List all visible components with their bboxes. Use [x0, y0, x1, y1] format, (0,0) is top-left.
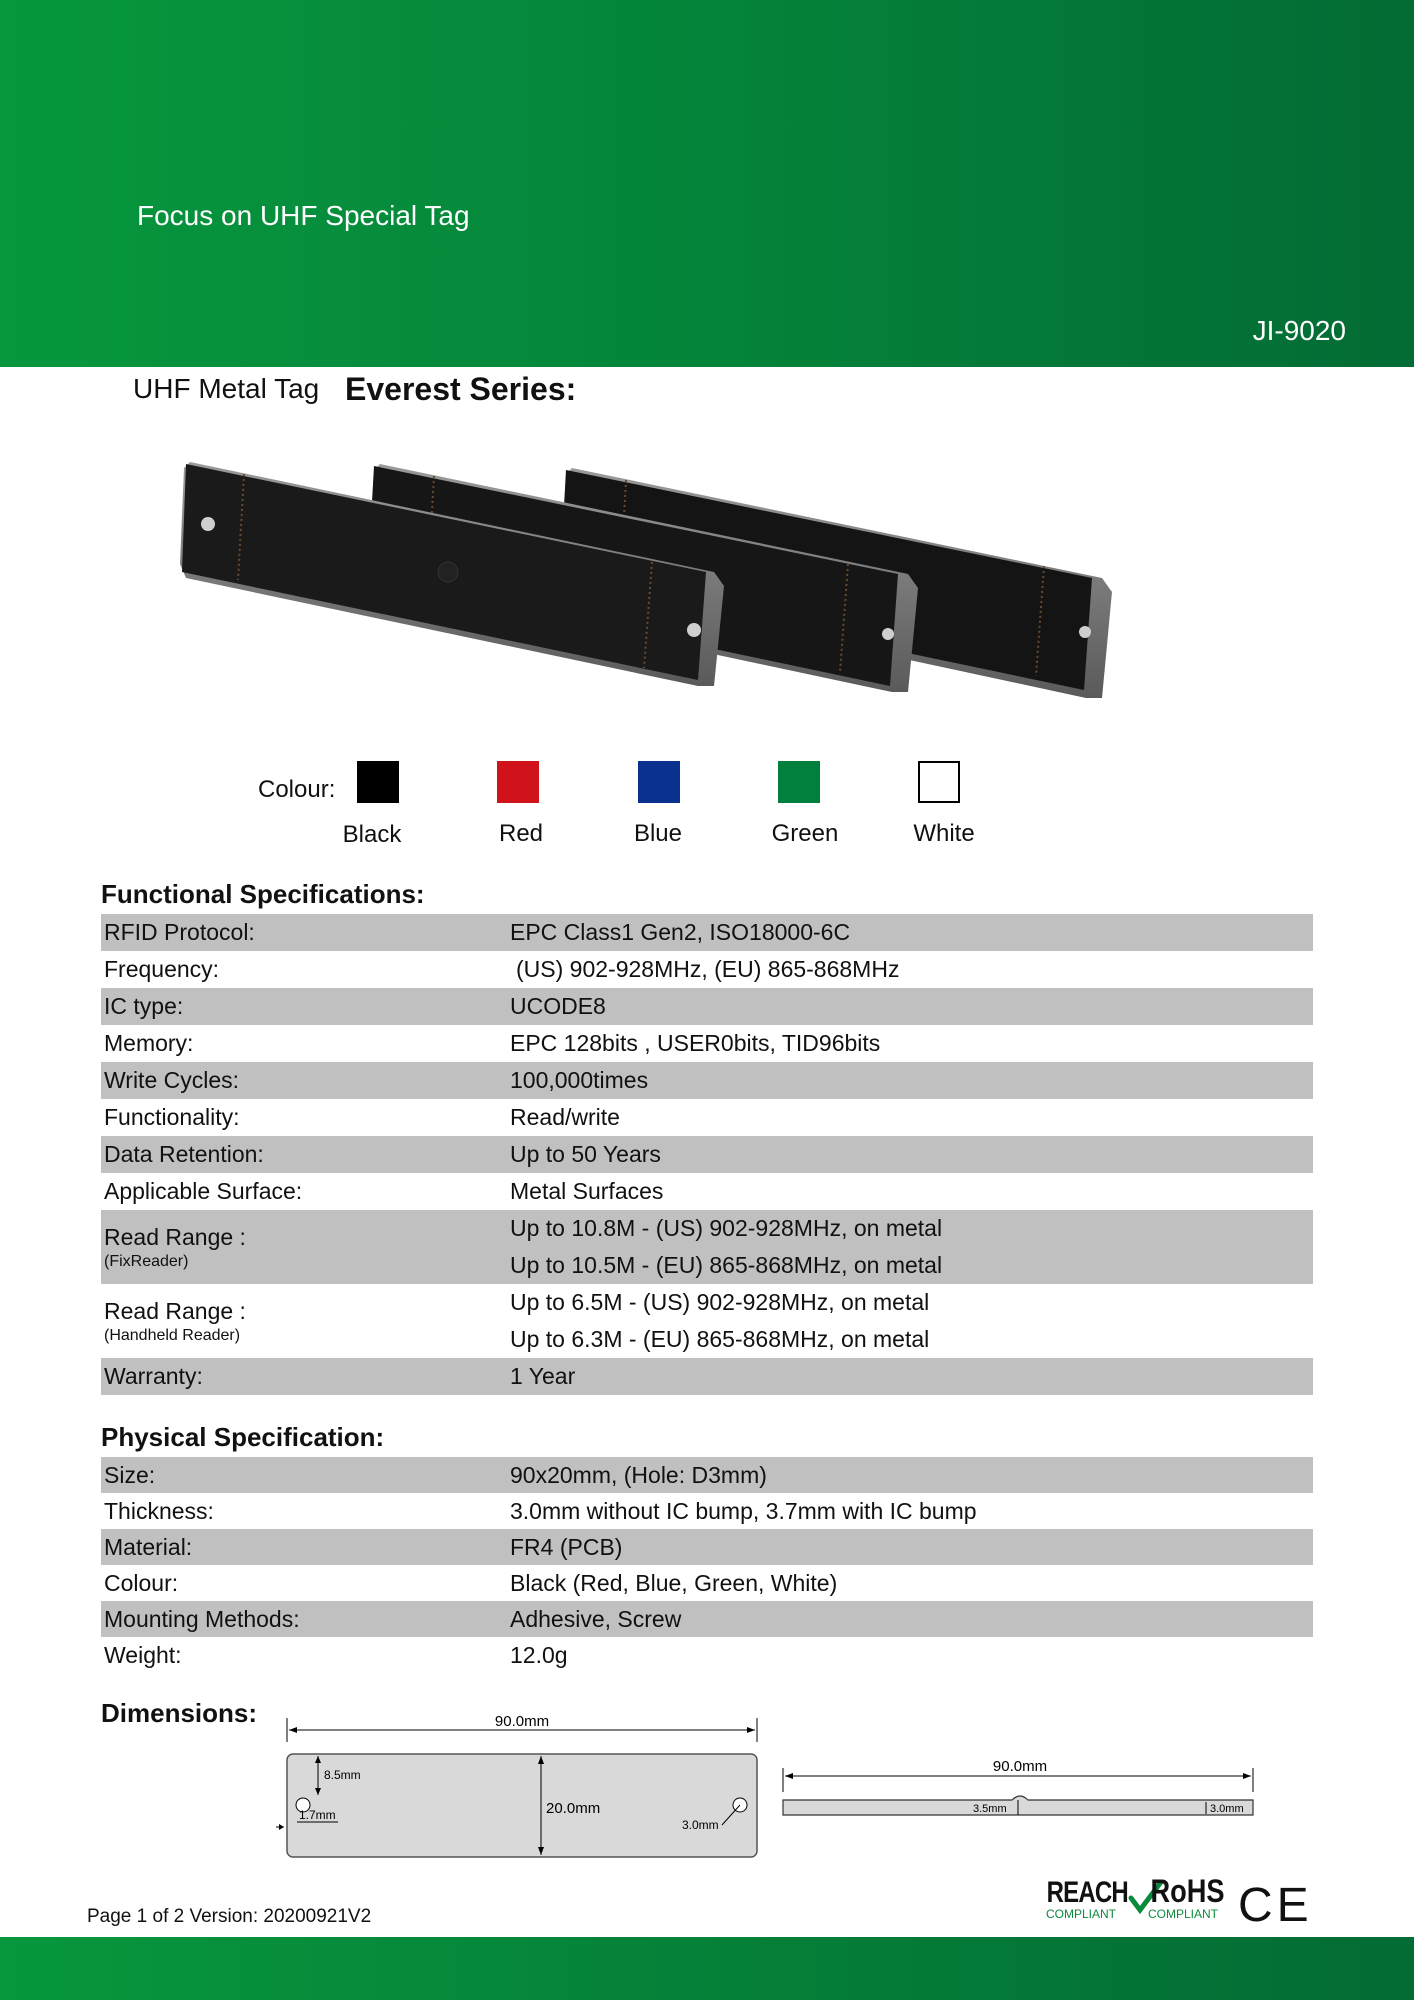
- read-range-sublabel: (FixReader): [104, 1252, 189, 1270]
- spec-value: 100,000times: [507, 1062, 1313, 1099]
- spec-value: Up to 50 Years: [507, 1136, 1313, 1173]
- spec-row: [101, 951, 1313, 988]
- front-length-label: 90.0mm: [494, 1713, 550, 1730]
- side-bump-label: 3.5mm: [973, 1803, 1007, 1815]
- rohs-compliant-logo: [1128, 1874, 1224, 1920]
- spec-row: [101, 1099, 1313, 1136]
- colour-label: Colour:: [258, 776, 336, 803]
- header-tagline: Focus on UHF Special Tag: [137, 200, 470, 231]
- spec-row-read-range-handheld: [101, 1284, 1313, 1358]
- ce-mark: CE: [1238, 1879, 1313, 1932]
- rohs-text: RoHS: [1150, 1873, 1225, 1909]
- spec-label: Mounting Methods:: [101, 1601, 507, 1637]
- dimension-drawing-side: [780, 1740, 1260, 1820]
- swatch-green: [778, 761, 820, 803]
- spec-row: [101, 1062, 1313, 1099]
- read-range-label: Read Range :: [104, 1297, 246, 1324]
- spec-value: UCODE8: [507, 988, 1313, 1025]
- spec-label: Functionality:: [104, 1104, 240, 1130]
- spec-label: Frequency:: [104, 956, 220, 982]
- spec-label: Material:: [101, 1529, 507, 1565]
- front-height-label: 20.0mm: [546, 1800, 601, 1817]
- swatch-black: [357, 761, 399, 803]
- spec-label: Size:: [101, 1457, 507, 1493]
- swatch-label-green: Green: [771, 820, 839, 847]
- spec-value: 12.0g: [510, 1641, 568, 1668]
- read-range-line: Up to 10.5M - (EU) 865-868MHz, on metal: [510, 1252, 943, 1278]
- spec-row: [101, 1358, 1313, 1395]
- front-hole-label: 3.0mm: [682, 1818, 719, 1832]
- spec-value: Metal Surfaces: [510, 1178, 664, 1204]
- rohs-sub-text: COMPLIANT: [1147, 1907, 1218, 1921]
- spec-value: [507, 1210, 1313, 1284]
- swatch-label-white: White: [913, 820, 975, 847]
- spec-row: [101, 1601, 1313, 1637]
- swatch-red: [497, 761, 539, 803]
- swatch-white: [918, 761, 960, 803]
- spec-value: 90x20mm, (Hole: D3mm): [507, 1457, 1313, 1493]
- spec-value: 1 Year: [507, 1358, 1313, 1395]
- spec-value: EPC Class1 Gen2, ISO18000-6C: [507, 914, 1313, 951]
- spec-value: Read/write: [510, 1104, 620, 1130]
- spec-label: Write Cycles:: [101, 1062, 507, 1099]
- physical-spec-table: [101, 1457, 1313, 1673]
- spec-label: Thickness:: [104, 1497, 214, 1524]
- read-range-line: Up to 10.8M - (US) 902-928MHz, on metal: [510, 1215, 943, 1241]
- dimension-drawing-front: [270, 1712, 770, 1864]
- side-thickness-label: 3.0mm: [1210, 1803, 1244, 1815]
- spec-value: [507, 1284, 1313, 1358]
- spec-value: FR4 (PCB): [507, 1529, 1313, 1565]
- spec-label: RFID Protocol:: [101, 914, 507, 951]
- product-image: [180, 440, 1120, 710]
- spec-row: [101, 1493, 1313, 1529]
- header-banner: [0, 0, 1414, 367]
- spec-row: [101, 1457, 1313, 1493]
- spec-value: 3.0mm without IC bump, 3.7mm with IC bump: [510, 1497, 977, 1524]
- spec-value: EPC 128bits , USER0bits, TID96bits: [510, 1030, 881, 1056]
- spec-label: [101, 1210, 507, 1284]
- functional-spec-title: Functional Specifications:: [101, 879, 425, 909]
- spec-value: Adhesive, Screw: [507, 1601, 1313, 1637]
- spec-label: Weight:: [104, 1641, 182, 1668]
- front-edge-label: 1.7mm: [299, 1808, 336, 1822]
- spec-label: Applicable Surface:: [104, 1178, 303, 1204]
- spec-label: IC type:: [101, 988, 507, 1025]
- reach-sub-text: COMPLIANT: [1045, 1907, 1116, 1921]
- spec-row: [101, 988, 1313, 1025]
- footer-banner: [0, 1937, 1414, 2000]
- swatch-label-blue: Blue: [633, 820, 683, 847]
- side-length-label: 90.0mm: [992, 1758, 1048, 1775]
- swatch-blue: [638, 761, 680, 803]
- read-range-line: Up to 6.3M - (EU) 865-868MHz, on metal: [510, 1326, 930, 1352]
- series-title: Everest Series:: [345, 371, 577, 407]
- spec-row: [101, 914, 1313, 951]
- read-range-sublabel: (Handheld Reader): [104, 1326, 241, 1344]
- product-subtitle: UHF Metal Tag: [133, 373, 320, 404]
- spec-row-read-range-fix: [101, 1210, 1313, 1284]
- page-version-info: Page 1 of 2 Version: 20200921V2: [87, 1906, 372, 1927]
- read-range-label: Read Range :: [104, 1223, 246, 1250]
- spec-label: Memory:: [104, 1030, 194, 1056]
- spec-row: [101, 1565, 1313, 1601]
- reach-compliant-logo: [1038, 1876, 1128, 1921]
- spec-row: [101, 1025, 1313, 1062]
- spec-label: [101, 1284, 507, 1358]
- swatch-label-red: Red: [498, 820, 544, 847]
- spec-row: [101, 1173, 1313, 1210]
- spec-row: [101, 1136, 1313, 1173]
- spec-label: Warranty:: [101, 1358, 507, 1395]
- physical-spec-title: Physical Specification:: [101, 1422, 385, 1452]
- swatch-label-black: Black: [342, 821, 402, 848]
- read-range-line: Up to 6.5M - (US) 902-928MHz, on metal: [510, 1289, 930, 1315]
- front-hole-offset-label: 8.5mm: [324, 1768, 361, 1782]
- dimensions-title: Dimensions:: [101, 1698, 258, 1728]
- spec-value: (US) 902-928MHz, (EU) 865-868MHz: [516, 956, 900, 982]
- spec-value: Black (Red, Blue, Green, White): [510, 1569, 838, 1596]
- spec-row: [101, 1529, 1313, 1565]
- reach-text: REACH: [1046, 1876, 1128, 1909]
- spec-label: Colour:: [104, 1569, 179, 1596]
- spec-row: [101, 1637, 1313, 1673]
- functional-spec-table: [101, 914, 1313, 1395]
- spec-label: Data Retention:: [101, 1136, 507, 1173]
- model-number: JI-9020: [1252, 315, 1346, 346]
